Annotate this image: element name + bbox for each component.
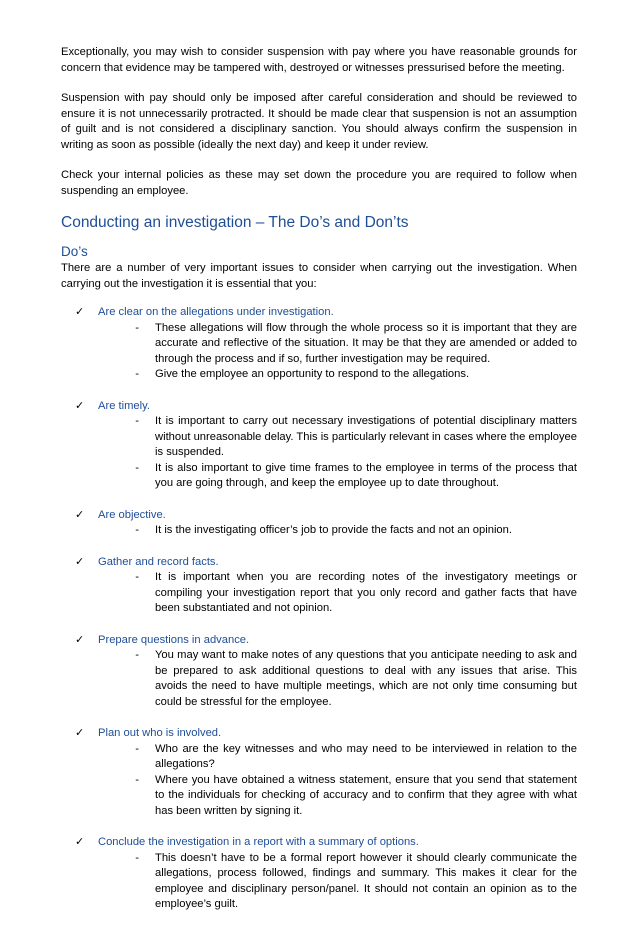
- dash-marker: -: [135, 851, 139, 864]
- bullet-item: [75, 773, 577, 820]
- bullet-text: You may want to make notes of any questions that you anticipate needing to ask and be prepared to ask additional questions to deal with any issues that arise. This avoids the need to have multiple meetings, which are not only time consuming but could be stressful for the employee.: [155, 649, 577, 708]
- checkmark-icon: ✓: [75, 507, 85, 521]
- checklist-item: [75, 725, 577, 819]
- dash-marker: -: [135, 742, 139, 755]
- checklist-item-title: Plan out who is involved.: [98, 727, 222, 739]
- checklist-item-title: Gather and record facts.: [98, 555, 219, 568]
- checklist-item-heading: [75, 398, 577, 415]
- checklist-item-heading: [75, 725, 577, 742]
- dash-marker: -: [135, 321, 139, 334]
- checklist-item-heading: [75, 834, 577, 851]
- bullet-text: It is the investigating officer’s job to provide the facts and not an opinion.: [155, 524, 512, 536]
- checklist-item-title: Are objective.: [98, 508, 166, 521]
- checklist-item-title: Are clear on the allegations under investigation.: [98, 306, 334, 318]
- checklist-item-title: Prepare questions in advance.: [98, 633, 250, 646]
- checklist-item: [75, 632, 577, 711]
- bullet-item: [75, 367, 577, 383]
- section-heading: Conducting an investigation – The Do’s and Don’ts: [61, 214, 409, 231]
- subsection-heading: Do’s: [61, 244, 88, 259]
- bullet-list: [75, 523, 577, 539]
- bullet-text: Give the employee an opportunity to respond to the allegations.: [155, 368, 470, 380]
- checklist-item-heading: [75, 304, 577, 321]
- dash-marker: -: [135, 773, 139, 786]
- checkmark-icon: ✓: [75, 632, 85, 646]
- checkmark-icon: ✓: [75, 398, 85, 412]
- checklist-item: [75, 507, 577, 539]
- bullet-item: [75, 851, 577, 913]
- bullet-text: These allegations will flow through the whole process so it is important that they are accurate and reflective of the situation. It may be that they are amended or added to through the process and if so, further investigation may be required.: [155, 321, 577, 365]
- bullet-list: [75, 570, 577, 617]
- checklist-item-heading: [75, 554, 577, 571]
- dash-marker: -: [135, 649, 139, 661]
- bullet-item: [75, 570, 577, 617]
- checklist-item: [75, 554, 577, 617]
- checklist-item-title: Conclude the investigation in a report with a summary of options.: [98, 836, 419, 848]
- bullet-text: It is important when you are recording notes of the investigatory meetings or compiling your investigation report that you only record and gather facts that have been substantiated and not opinion.: [155, 571, 577, 614]
- checkmark-icon: ✓: [75, 554, 85, 568]
- bullet-item: [75, 742, 577, 773]
- dash-marker: -: [135, 415, 139, 427]
- paragraph-suspension-exception: Exceptionally, you may wish to consider suspension with pay where you have reasonable grounds for concern that evidence may be tampered with, destroyed or witnesses pressurised before the meeting.: [61, 46, 577, 74]
- checklist-item: [75, 398, 577, 492]
- checklist-item: [75, 834, 577, 913]
- paragraph-suspension-with-pay: Suspension with pay should only be imposed after careful consideration and should be reviewed to ensure it is not unnecessarily protracted. It should be made clear that suspension is not an assumption of guilt and is not considered a disciplinary sanction. You should always confirm the suspension in writing as soon as possible (ideally the next day) and keep it under review.: [61, 92, 577, 151]
- dash-marker: -: [135, 524, 139, 536]
- checkmark-icon: ✓: [75, 305, 85, 318]
- checkmark-icon: ✓: [75, 835, 85, 848]
- bullet-item: [75, 523, 577, 539]
- dash-marker: -: [135, 368, 139, 380]
- bullet-list: [75, 648, 577, 710]
- bullet-list: [75, 742, 577, 820]
- document-page: [61, 45, 577, 928]
- bullet-text: Where you have obtained a witness statement, ensure that you send that statement to the individuals for checking of accuracy and to confirm that they agree with what has been written by signing it.: [155, 773, 577, 817]
- checklist: [61, 304, 577, 913]
- bullet-item: [75, 414, 577, 461]
- bullet-text: It is important to carry out necessary investigations of potential disciplinary matters without unreasonable delay. This is particularly relevant in cases where the employee is suspended.: [155, 415, 577, 458]
- bullet-item: [75, 461, 577, 492]
- checkmark-icon: ✓: [75, 726, 85, 739]
- intro-paragraph: There are a number of very important issues to consider when carrying out the investigation. When carrying out the investigation it is essential that you:: [61, 262, 577, 290]
- checklist-item: [75, 304, 577, 383]
- bullet-text: It is also important to give time frames to the employee in terms of the process that you are going through, and keep the employee up to date throughout.: [155, 461, 577, 489]
- bullet-list: [75, 851, 577, 913]
- bullet-list: [75, 321, 577, 383]
- bullet-item: [75, 321, 577, 368]
- bullet-text: Who are the key witnesses and who may need to be interviewed in relation to the allegations?: [155, 742, 577, 770]
- paragraph-internal-policies: Check your internal policies as these may set down the procedure you are required to follow when suspending an employee.: [61, 169, 577, 197]
- checklist-item-heading: [75, 632, 577, 649]
- dash-marker: -: [135, 571, 139, 583]
- bullet-list: [75, 414, 577, 492]
- checklist-item-title: Are timely.: [98, 399, 151, 412]
- bullet-text: This doesn’t have to be a formal report however it should clearly communicate the allegations, process followed, findings and summary. This makes it clear for the employee and disciplinary person/panel. It should not contain an opinion as to the employee’s guilt.: [155, 851, 577, 910]
- bullet-item: [75, 648, 577, 710]
- checklist-item-heading: [75, 507, 577, 524]
- dash-marker: -: [135, 461, 139, 474]
